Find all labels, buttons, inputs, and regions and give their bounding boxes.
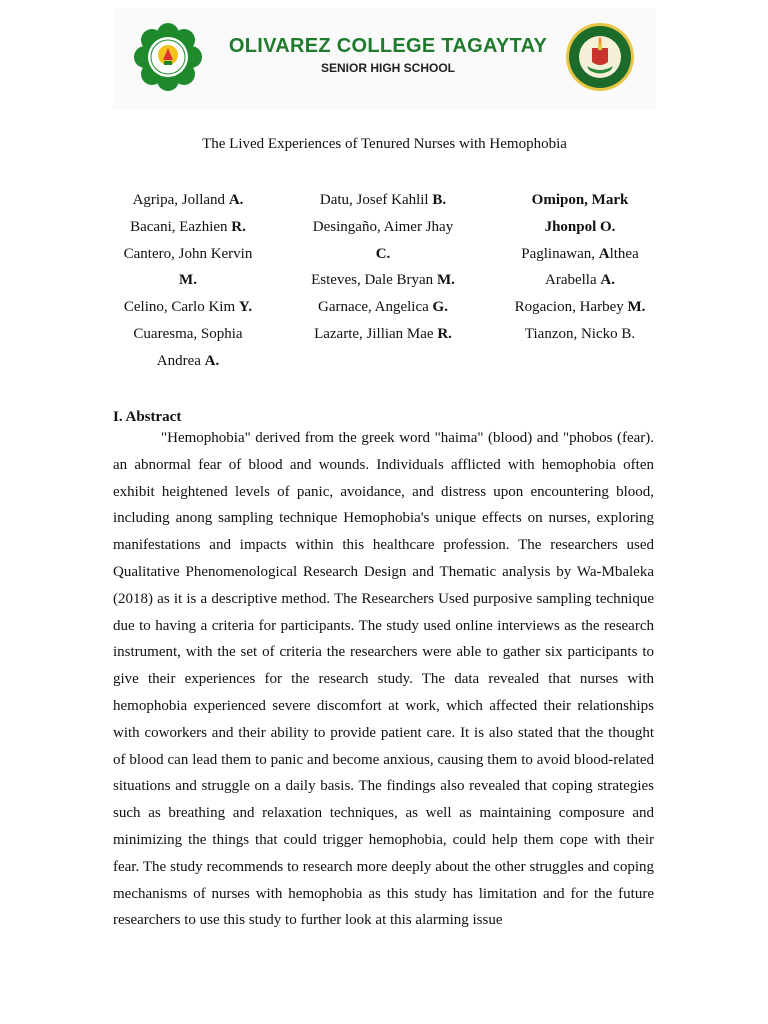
author-line: Desingaño, Aimer Jhay — [312, 218, 454, 235]
school-department: SENIOR HIGH SCHOOL — [320, 61, 455, 75]
author-line: C. — [375, 245, 391, 262]
authors-column-3 — [503, 187, 657, 348]
author-line: Paglinawan, Althea — [521, 245, 639, 262]
college-seal-logo-right — [565, 22, 635, 92]
author-line: Omipon, Mark — [531, 192, 629, 208]
author-line: Cantero, John Kervin — [123, 245, 253, 262]
abstract-body: "Hemophobia" derived from the greek word "haima" (blood) and "phobos (fear). an abnormal fear of blood and wounds. Individuals afflicted with hemophobia often exhibit heightened levels of panic, avoidance, and distress upon encountering blood, including anong sampling technique Hemophobia's unique effects on nurses, exploring manifestations and impacts within this healthcare profession. The researchers used Qualitative Phenomenological Research Design and Thematic analysis by Wa-Mbaleka (2018) as it is a descriptive method. The Researchers Used purposive sampling technique due to having a criteria for participants. The study used online interviews as the research instrument, with the set of criteria the researchers were able to gather six participants to give their experiences for the research study. The data revealed that nurses with hemophobia experienced severe discomfort at work, which affected their relationships with coworkers and their ability to provide patient care. It is also stated that the thought of blood can lead them to panic and become anxious, causing them to avoid blood-related situations and struggle on a daily basis. The findings also revealed that coping strategies such as breathing and relaxation techniques, as well as maintaining composure and minimizing the things that could trigger hemophobia, could help them cope with their fear. The study recommends to research more deeply about the other struggles and coping mechanisms of nurses with hemophobia as this study has limitation and for the future researchers to use this study to further look at this alarming issue — [113, 430, 654, 929]
author-line: Jhonpol O. — [544, 218, 616, 235]
abstract-heading: I. Abstract — [113, 409, 182, 425]
author-line: M. — [179, 272, 197, 289]
college-seal-logo-left — [133, 22, 203, 92]
author-line: Garnace, Angelica G. — [318, 299, 448, 316]
author-line: Rogacion, Harbey M. — [514, 299, 646, 316]
authors-column-1 — [113, 187, 263, 375]
author-line: Cuaresma, Sophia — [133, 325, 243, 342]
authors-column-2 — [293, 187, 473, 348]
author-line: Tianzon, Nicko B. — [524, 325, 636, 342]
author-line: Arabella A. — [545, 272, 615, 289]
author-line: Esteves, Dale Bryan M. — [311, 272, 455, 289]
paper-title: The Lived Experiences of Tenured Nurses with Hemophobia — [202, 136, 567, 152]
author-line: Celino, Carlo Kim Y. — [123, 299, 253, 316]
letterhead — [113, 8, 656, 110]
author-line: Datu, Josef Kahlil B. — [319, 192, 447, 208]
author-line: Andrea A. — [156, 352, 220, 369]
school-name: OLIVAREZ COLLEGE TAGAYTAY — [228, 35, 548, 57]
author-line: Lazarte, Jillian Mae R. — [314, 325, 452, 342]
author-line: Agripa, Jolland A. — [132, 192, 244, 208]
author-line: Bacani, Eazhien R. — [130, 218, 246, 235]
